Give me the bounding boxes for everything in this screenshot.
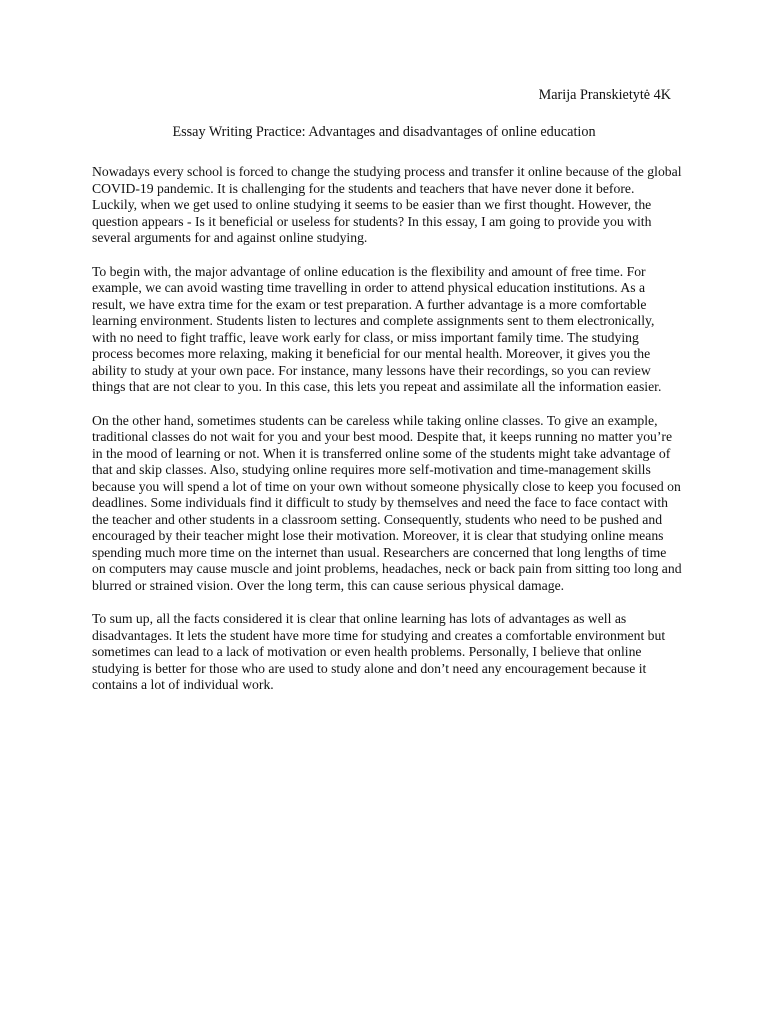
paragraph-introduction: Nowadays every school is forced to change the studying process and transfer it online because of the global COVID-19 pandemic. It is challenging for the students and teachers that have never done it before. Luckily, when we get used to online studying it seems to be easier than we first thought. However, the question appears - Is it beneficial or useless for students? In this essay, I am going to provide you with several arguments for and against online studying. [92,164,682,245]
author-name: Marija Pranskietytė 4K [538,87,671,103]
paragraph-conclusion: To sum up, all the facts considered it is clear that online learning has lots of advantages as well as disadvantages. It lets the student have more time for studying and creates a comfortable environment but sometimes can lead to a lack of motivation or even health problems. Personally, I believe that online studying is better for those who are used to study alone and don’t need any encouragement because it contains a lot of individual work. [92,611,666,692]
essay-body [92,164,682,711]
paragraph-disadvantages: On the other hand, sometimes students can be careless while taking online classes. To give an example, traditional classes do not wait for you and your best mood. Despite that, it keeps running no matter you’re in the mood of learning or not. When it is transferred online some of the students might take advantage of that and skip classes. Also, studying online requires more self-motivation and time-management skills because you will spend a lot of time on your own without someone physically close to keep you focused on deadlines. Some individuals find it difficult to study by themselves and need the face to face contact with the teacher and other students in a classroom setting. Consequently, students who need to be pushed and encouraged by their teacher might lose their motivation. Moreover, it is clear that studying online means spending much more time on the internet than usual. Researchers are concerned that long lengths of time on computers may cause muscle and joint problems, headaches, neck or back pain from sitting too long and blurred or strained vision. Over the long term, this can cause serious physical damage. [92,412,682,593]
essay-title: Essay Writing Practice: Advantages and disadvantages of online education [172,124,596,140]
paragraph-advantages: To begin with, the major advantage of online education is the flexibility and amount of free time. For example, we can avoid wasting time travelling in order to attend physical education institutions. As a result, we have extra time for the exam or test preparation. A further advantage is a more comfortable learning environment. Students listen to lectures and complete assignments sent to them electronically, with no need to fight traffic, leave work early for class, or miss important family time. The studying process becomes more relaxing, making it beneficial for our mental health. Moreover, it gives you the ability to study at your own pace. For instance, many lessons have their recordings, so you can review things that are not clear to you. In this case, this lets you repeat and assimilate all the information easier. [92,263,662,394]
